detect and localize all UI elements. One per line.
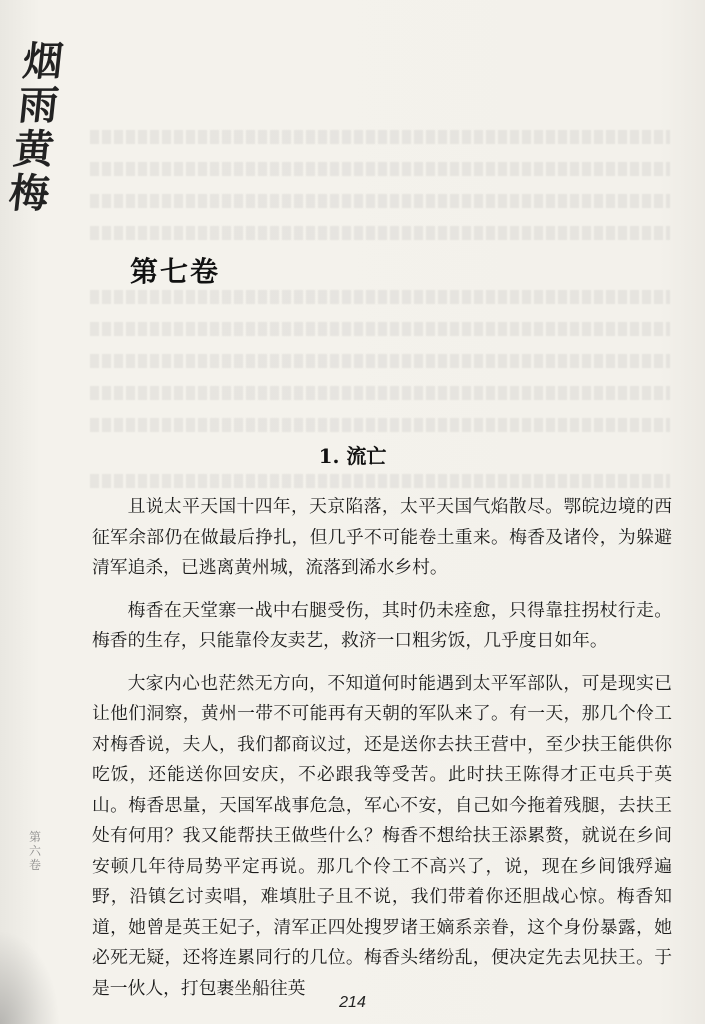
bleed-through-line bbox=[90, 354, 670, 368]
bleed-through-line bbox=[90, 474, 670, 488]
book-title-char: 黄 bbox=[11, 126, 57, 173]
bleed-through-line bbox=[90, 130, 670, 144]
paragraph: 大家内心也茫然无方向，不知道何时能遇到太平军部队，可是现实已让他们洞察，黄州一带不可能再有天朝的军队来了。有一天，那几个伶工对梅香说，夫人，我们都商议过，还是送你去扶王营中，至少扶王能供你吃饭，还能送你回安庆，不必跟我等受苦。此时扶王陈得才正屯兵于英山。梅香思量，天国军战事危急，军心不安，自己如今拖着残腿，去扶王处有何用？我又能帮扶王做些什么？梅香不想给扶王添累赘，就说在乡间安顿几年待局势平定再说。那几个伶工不高兴了，说，现在乡间饿殍遍野，沿镇乞讨卖唱，难填肚子且不说，我们带着你还胆战心惊。梅香知道，她曾是英王妃子，清军正四处搜罗诸王嫡系亲眷，这个身份暴露，她必死无疑，还将连累同行的几位。梅香头绪纷乱，便决定先去见扶王。于是一伙人，打包裹坐船往英 bbox=[92, 672, 672, 999]
bleed-through-line bbox=[90, 194, 670, 208]
book-title-char: 梅 bbox=[6, 170, 52, 217]
bleed-through-line bbox=[90, 226, 670, 240]
page-number: 214 bbox=[339, 994, 366, 1011]
section-heading: 1. 流亡 bbox=[318, 444, 387, 468]
body-text bbox=[92, 492, 672, 1016]
side-volume-mark: 第六卷 bbox=[28, 830, 41, 872]
bleed-through-line bbox=[90, 418, 670, 432]
paragraph: 梅香在天堂寨一战中右腿受伤，其时仍未痊愈，只得靠拄拐杖行走。梅香的生存，只能靠伶友卖艺，救济一口粗劣饭，几乎度日如年。 bbox=[92, 599, 672, 651]
paragraph: 且说太平天国十四年，天京陷落，太平天国气焰散尽。鄂皖边境的西征军余部仍在做最后挣扎，但几乎不可能卷土重来。梅香及诸伶，为躲避清军追杀，已逃离黄州城，流落到浠水乡村。 bbox=[92, 496, 672, 578]
book-title-char: 雨 bbox=[15, 82, 61, 129]
volume-heading: 第七卷 bbox=[130, 255, 221, 288]
book-title-vertical bbox=[0, 40, 73, 216]
bleed-through-line bbox=[90, 322, 670, 336]
book-title-char: 烟 bbox=[20, 38, 66, 85]
bleed-through-line bbox=[90, 386, 670, 400]
bleed-through-line bbox=[90, 162, 670, 176]
bleed-through-line bbox=[90, 290, 670, 304]
